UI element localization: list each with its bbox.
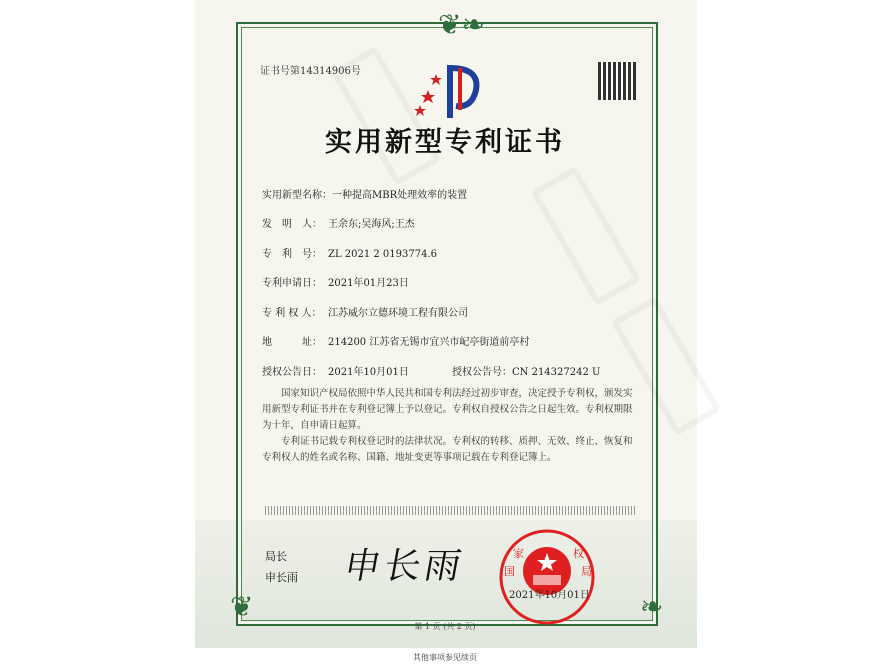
field-application-date [262,274,409,289]
certificate-number: 证书号第14314906号 [260,66,361,77]
field-grant-date [262,363,409,378]
official-seal-icon [497,527,597,627]
signature: 申长雨 [340,546,469,587]
field-value: 2021年10月01日 [328,367,409,378]
field-announcement-number [452,363,600,378]
paragraph-grant: 国家知识产权局依照中华人民共和国专利法经过初步审查，决定授予专利权，颁发实用新型专利证书并在专利登记簿上予以登记。专利权自授权公告之日起生效。专利权期限为十年，自申请日起算。 [262,388,633,431]
certificate-title: 实用新型专利证书 [325,127,565,158]
signatory-name: 申长雨 [265,571,298,584]
svg-text:家: 家 [513,547,524,560]
field-value: ZL 2021 2 0193774.6 [328,249,438,260]
field-label: 实用新型名称： [262,190,332,201]
field-address [262,333,529,348]
field-label: 授权公告号： [452,367,512,378]
signatory-title: 局长 [265,550,287,563]
paragraph-legal-status: 专利证书记载专利权登记时的法律状况。专利权的转移、质押、无效、终止、恢复和专利权人的姓名或名称、国籍、地址变更等事项记载在专利登记簿上。 [262,436,633,463]
field-value: 一种提高MBR处理效率的装置 [332,190,468,201]
cnipa-logo-icon [410,60,490,120]
field-value: 王余东;吴海风;王杰 [328,219,415,230]
field-label: 发 明 人： [262,219,322,230]
svg-text:国: 国 [504,565,515,578]
top-ornament-icon: ❦❧ [438,8,485,41]
field-label: 授权公告日： [262,367,322,378]
field-value: 214200 江苏省无锡市宜兴市屺亭街道前亭村 [328,337,530,348]
barcode [265,506,635,515]
svg-text:局: 局 [581,565,592,578]
seal-date: 2021年10月01日 [509,590,590,601]
corner-ornament-icon: ❦ [230,590,254,623]
field-label: 专 利 权 人： [262,308,322,319]
field-value: 2021年01月23日 [328,278,409,289]
field-label: 专利申请日： [262,278,322,289]
corner-ornament-icon: ❧ [640,590,664,623]
field-inventor [262,215,415,230]
field-value: 江苏威尔立德环境工程有限公司 [328,308,468,319]
field-value: CN 214327242 U [512,367,601,378]
field-patentee [262,304,468,319]
field-utility-model-name [262,186,467,201]
body-text [262,386,637,466]
field-patent-number [262,245,437,260]
field-label: 地 址： [262,337,322,348]
field-label: 专 利 号： [262,249,322,260]
svg-text:权: 权 [573,547,584,560]
page-number: 第 1 页 (共 2 页) [414,622,476,631]
qr-code [598,62,636,100]
footer-note: 其他事项参见续页 [413,653,477,662]
